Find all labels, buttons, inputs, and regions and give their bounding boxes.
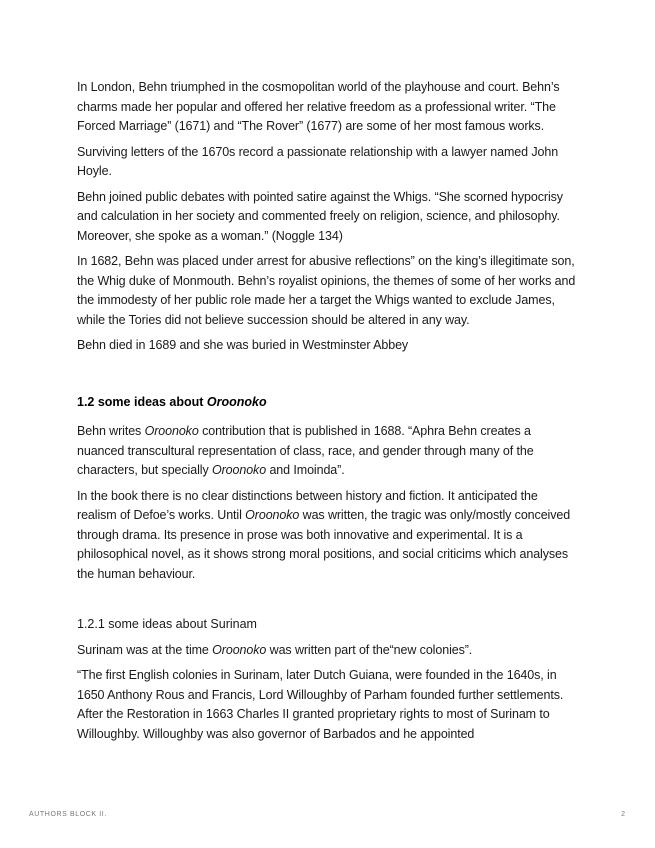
footer-running-title: AUTHORS BLOCK II. <box>29 811 107 818</box>
italic-title: Oroonoko <box>144 424 199 438</box>
paragraph-debates: Behn joined public debates with pointed satire against the Whigs. “She scorned hypocrisy and calculation in her society and commented freely on religion, science, and philosophy. Moreover, she spoke as a woman.” (Noggle 134) <box>77 189 563 243</box>
text-run: In the book there is no clear distinctions between history and fiction. It anticipated the realism of Defoe’s works. Until <box>77 488 538 522</box>
italic-title: Oroonoko <box>245 508 300 522</box>
italic-title: Oroonoko <box>212 642 267 657</box>
text-run: Surinam was at the time <box>77 642 213 657</box>
text-run: was written part of the“new colonies”. <box>266 642 473 657</box>
text-run: and Imoinda”. <box>266 463 345 477</box>
paragraph-surinam-colonies <box>77 641 577 661</box>
section-heading-title: Oroonoko <box>206 394 267 409</box>
paragraph-letters: Surviving letters of the 1670s record a passionate relationship with a lawyer named John Hoyle. <box>77 144 559 178</box>
section-heading-oroonoko <box>77 393 577 413</box>
text-run: contribution that is published in 1688. “Aphra Behn creates a nuanced transcultural representation of class, race, and gender through many of the characters, but specially <box>77 424 534 477</box>
page-number: 2 <box>621 811 625 818</box>
text-run: was written, the tragic was only/mostly conceived through drama. Its presence in prose was both innovative and experimental. It is a philosophical novel, as it shows strong moral positions, and social criticims which analyses the human behaviour. <box>77 508 571 581</box>
section-heading-prefix: 1.2 some ideas about <box>77 394 207 409</box>
paragraph-history-fiction <box>77 487 577 585</box>
italic-title: Oroonoko <box>211 463 267 477</box>
paragraph-death: Behn died in 1689 and she was buried in Westminster Abbey <box>77 338 409 352</box>
page-body <box>77 78 577 750</box>
subsection-heading-surinam: 1.2.1 some ideas about Surinam <box>77 617 257 631</box>
paragraph-arrest: In 1682, Behn was placed under arrest for abusive reflections” on the king’s illegitimate son, the Whig duke of Monmouth. Behn’s royalist opinions, the themes of some of her works and the immodesty of her public role made her a target the Whigs wanted to exclude James, while the Tories did not believe succession should be altered in any way. <box>77 254 576 327</box>
paragraph-behn-writes <box>77 422 577 481</box>
text-run: Behn writes <box>77 424 145 438</box>
paragraph-surinam-history: “The first English colonies in Surinam, later Dutch Guiana, were founded in the 1640s, in 1650 Anthony Rous and Francis, Lord Willoughby of Parham founded further settlements. After the Restoration in 1663 Charles II granted proprietary rights to most of Surinam to Willoughby. Willoughby was also governor of Barbados and he appointed <box>77 668 564 741</box>
paragraph-london: In London, Behn triumphed in the cosmopolitan world of the playhouse and court. Behn’s charms made her popular and offered her relative freedom as a professional writer. “The Forced Marriage” (1671) and “The Rover” (1677) are some of her most famous works. <box>77 80 560 133</box>
